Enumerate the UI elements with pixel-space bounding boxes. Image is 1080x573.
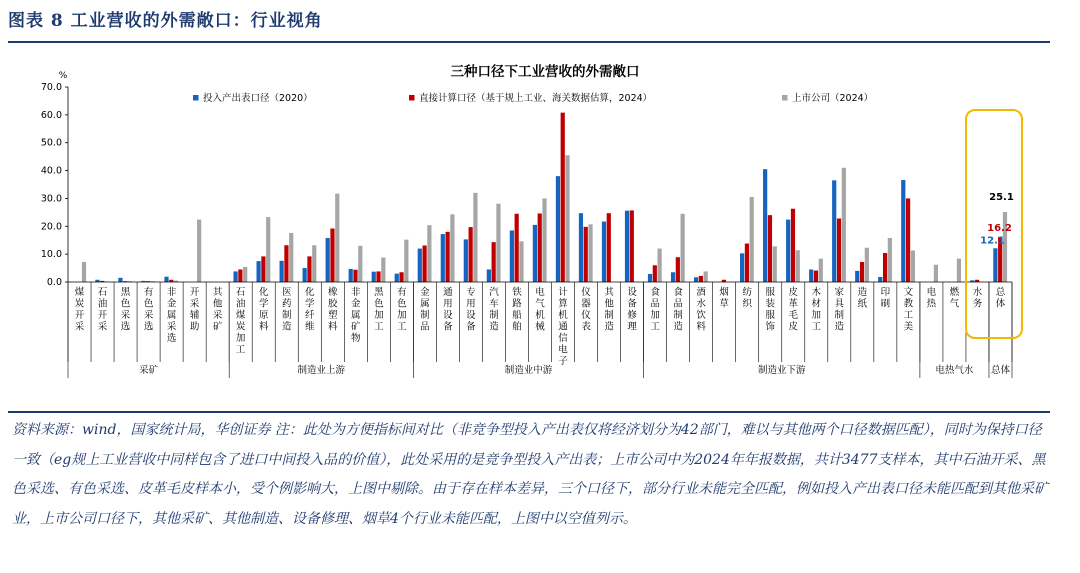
bar [376,271,380,282]
legend-label: 上市公司（2024） [792,93,874,104]
x-tick-label: 化学原料 [258,287,269,333]
bar [446,232,450,282]
bar [533,225,537,282]
bar [883,253,887,282]
group-label: 电热气水 [935,365,974,376]
bar [878,277,882,282]
bar [492,242,496,282]
bar [681,214,685,282]
bar [588,224,592,282]
bar [450,214,454,282]
bar [326,238,330,282]
bar [786,220,790,282]
group-label: 总体 [990,365,1010,376]
group-label: 制造业上游 [297,365,346,376]
group-label: 制造业中游 [504,365,553,376]
bar [763,169,767,282]
legend-swatch [193,95,199,101]
bar [395,274,399,282]
bar [469,227,473,282]
bar [556,176,560,282]
x-tick-label: 黑色采选 [120,287,131,333]
x-tick-label: 电热 [926,287,937,310]
y-tick-label: 50.0 [40,137,62,149]
x-tick-label: 燃气 [949,287,960,310]
x-tick-label: 专用设备 [466,287,476,333]
bar [791,209,795,282]
bar [814,271,818,282]
x-tick-label: 设备修理 [627,287,637,333]
bar [842,168,846,282]
bar [487,269,491,282]
x-tick-label: 食品制造 [673,287,683,333]
bar [957,259,961,282]
bar [118,278,122,282]
legend-label: 投入产出表口径（2020） [203,93,313,104]
legend-swatch [409,95,415,101]
y-tick-label: 60.0 [40,109,62,121]
bottom-rule [8,411,1050,413]
bar [284,245,288,282]
bar [819,259,823,282]
x-tick-label: 家具制造 [834,287,845,333]
x-tick-label: 电气机械 [535,287,545,333]
bar [82,262,86,282]
x-tick-label: 有色加工 [397,287,407,333]
bar [307,256,311,282]
bar [584,227,588,282]
bar [515,214,519,282]
bar [901,180,905,282]
bar [233,271,237,282]
bar [602,222,606,282]
bar [865,248,869,282]
bar [648,274,652,282]
x-tick-label: 非金属采选 [166,287,177,344]
bar [561,113,565,282]
bar [372,272,376,282]
x-tick-label: 其他制造 [604,287,614,333]
x-tick-label: 水务 [972,287,983,310]
x-tick-label: 造纸 [857,287,868,310]
top-rule [8,41,1050,43]
x-axis [68,282,1012,367]
bar [579,213,583,282]
x-tick-label: 金属制品 [420,287,430,333]
bar [303,268,307,282]
bar [796,250,800,282]
bar [335,194,339,282]
bar [906,198,910,282]
bar [238,269,242,282]
exposure-bar-chart [0,44,1080,410]
bar [441,234,445,282]
y-tick-label: 70.0 [40,82,62,93]
bar [404,240,408,282]
bar [745,244,749,282]
bar [855,271,859,282]
x-tick-label: 食品加工 [650,287,660,333]
x-tick-label: 有色采选 [143,287,154,333]
x-tick-label: 医药制造 [281,287,292,333]
y-tick-label: 20.0 [40,221,62,233]
y-unit-label: % [58,71,68,81]
bar [353,270,357,282]
chart-title: 三种口径下工业营收的外需敞口 [450,64,640,80]
bar [538,213,542,282]
x-tick-label: 酒水饮料 [696,287,706,333]
bar [934,265,938,282]
bar [266,217,270,282]
x-tick-label: 烟草 [719,287,729,310]
overall-data-label: 25.1 [989,192,1014,204]
y-axis [41,82,68,288]
bar [773,246,777,282]
x-tick-label: 汽车制造 [489,287,499,333]
legend-label: 直接计算口径（基于规上工业、海关数据估算，2024） [419,93,653,104]
bar [289,233,293,282]
x-tick-label: 木材加工 [811,287,822,333]
x-tick-label: 化学纤维 [304,287,315,333]
bar [349,269,353,282]
bar [243,267,247,282]
x-tick-label: 橡胶塑料 [328,287,338,333]
bar [510,230,514,282]
x-tick-label: 印刷 [880,287,891,310]
bars [82,113,1007,282]
bar [496,204,500,282]
bar [330,229,334,282]
y-tick-label: 0.0 [46,277,62,288]
y-tick-label: 40.0 [40,165,62,177]
bar [694,277,698,282]
group-label: 制造业下游 [757,365,806,376]
bar [750,197,754,282]
bar [312,245,316,282]
bar [358,246,362,282]
figure-title: 图表 8 工业营收的外需敞口：行业视角 [8,11,323,31]
x-tick-label: 计算机通信电子 [558,287,568,367]
legend-swatch [782,95,788,101]
bar [860,262,864,282]
x-tick-label: 服装服饰 [765,287,776,333]
bar [625,211,629,282]
overall-data-label: 16.2 [987,222,1012,234]
x-tick-label: 纺织 [742,287,752,310]
bar [473,193,477,282]
bar [630,210,634,282]
x-tick-label: 铁路船舶 [512,287,522,333]
bar [704,271,708,282]
x-tick-label: 黑色加工 [374,287,384,333]
bar [740,253,744,282]
bar [653,265,657,282]
x-tick-label: 通用设备 [443,287,453,333]
bar [809,269,813,282]
bar [837,218,841,282]
bar [519,241,523,282]
bar [993,248,997,282]
bar [676,257,680,282]
bar [699,276,703,282]
x-tick-label: 皮革毛皮 [788,287,799,333]
bar [607,213,611,282]
bar [257,261,261,282]
bar [888,238,892,282]
bar [658,249,662,282]
bar [422,246,426,282]
bar [164,277,168,282]
bar [418,249,422,282]
bar [542,198,546,282]
x-tick-label: 其他采矿 [212,287,223,333]
x-tick-label: 非金属矿物 [351,287,361,344]
x-tick-label: 仪器仪表 [581,287,591,333]
bar [911,251,915,282]
x-tick-label: 文教工美 [903,287,914,333]
bar [832,180,836,282]
bar [565,155,569,282]
y-tick-label: 30.0 [40,193,62,205]
bar [381,257,385,282]
source-note: 资料来源：wind，国家统计局，华创证券 注：此处为方便指标间对比（非竞争型投入产出表仅将经济划分为42部门，难以与其他两个口径数据匹配），同时为保持口径一致（eg规上工业营收中同样包含了进口中间投入品的价值），此处采用的是竞争型投入产出表；上市公司中为2024年年报数据，共计3477支样本，其中石油开采、黑色采选、有色采选、皮革毛皮样本小，受个例影响大，上图中剔除。由于存在样本差异，三个口径下，部分行业未能完全匹配，例如投入产出表口径未能匹配到其他采矿业，上市公司口径下，其他采矿、其他制造、设备修理、烟草4个行业未能匹配，上图中以空值列示。 [12,422,1048,527]
bar [197,220,201,282]
x-tick-label: 石油开采 [97,287,108,333]
overall-data-label: 12.1 [980,235,1005,247]
y-tick-label: 10.0 [40,249,62,261]
x-tick-label: 总体 [995,287,1006,310]
bar [464,239,468,282]
x-tick-label: 开采辅助 [189,287,200,333]
group-label: 采矿 [139,365,159,376]
bar [768,215,772,282]
x-tick-label: 石油煤炭加工 [235,287,246,356]
bar [399,272,403,282]
bar [280,261,284,282]
bar [261,256,265,282]
x-tick-label: 煤炭开采 [74,287,85,333]
legend [193,92,873,104]
bar [427,225,431,282]
bar [671,272,675,282]
